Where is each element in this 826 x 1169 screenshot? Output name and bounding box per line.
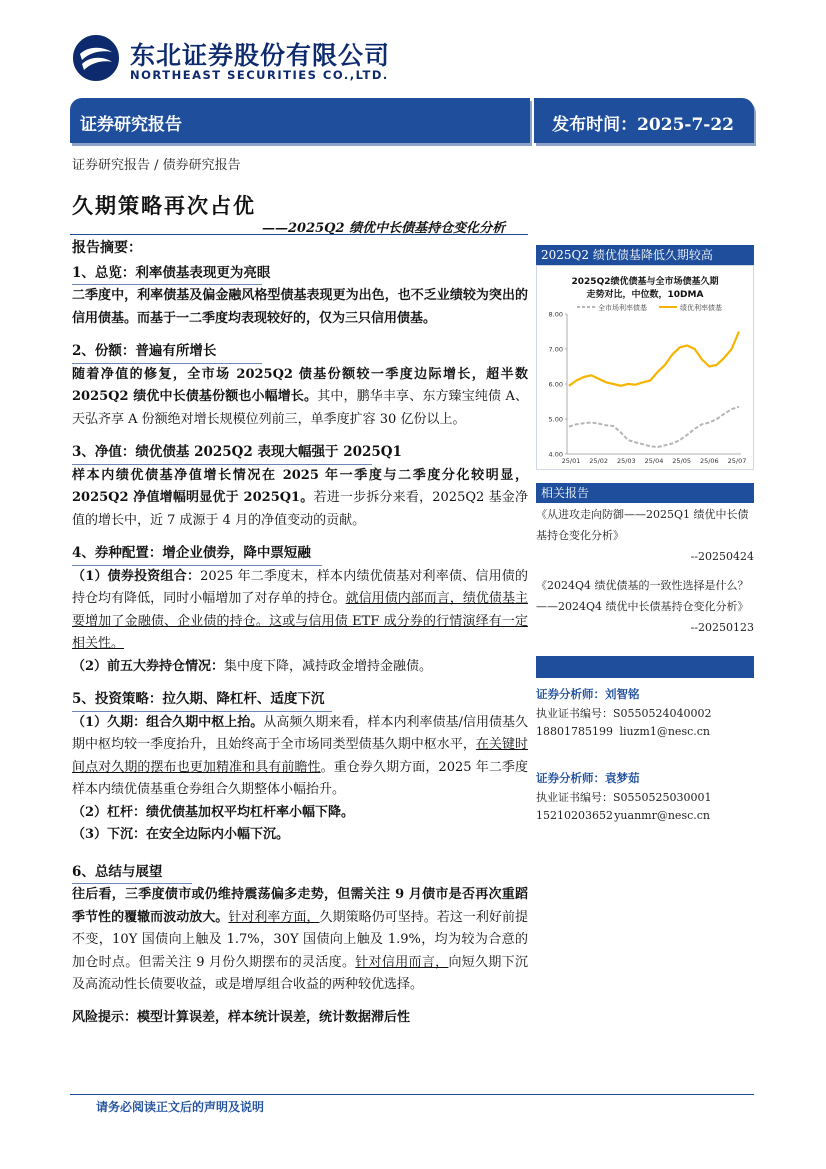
publish-date-label: 发布时间：2025-7-22 — [552, 115, 734, 135]
duration-chart-svg — [537, 266, 753, 469]
section-5-item-1-label: （1）久期：组合久期中枢上抬。 — [72, 714, 264, 730]
section-1-bold: 二季度中，利率债基及偏金融风格型债基表现更为出色，也不乏业绩较为突出的信用债基。而基于一二季度均表现较好的，仅为三只信用债基。 — [72, 288, 528, 326]
section-6-heading: 6、总结与展望 — [72, 861, 192, 885]
section-4-item-2-label: （2）前五大券持仓情况： — [72, 658, 225, 674]
analyst-1-contact — [536, 723, 754, 741]
section-6-text-1: 久期策略仍可坚持。若这一利好前提不变，10Y 国债向上触及 1.7%，30Y 国债向上触及 1.9%，均为较为合意的加仓时点。但需关注 9 月份久期摆布的灵活度。 — [72, 909, 528, 970]
breadcrumb: 证券研究报告 / 债券研究报告 — [72, 158, 241, 173]
section-5-item-1-text-b: 。重仓券久期方面，2025 年二季度样本内绩优债基重仓券组合久期整体小幅抬升。 — [72, 759, 528, 797]
section-6-underlined-1: 针对利率方面， — [228, 909, 320, 925]
section-2-heading: 2、份额：普遍有所增长 — [72, 340, 262, 364]
analyst-2-phone: 15210203652 — [536, 809, 613, 822]
sidebar-divider-bar — [536, 656, 754, 678]
section-2-text — [72, 364, 528, 432]
section-2-bold: 随着净值的修复，全市场 2025Q2 债基份额较一季度边际增长，超半数 2025Q2 绩优中长债基份额也小幅增长。 — [72, 366, 528, 404]
section-4-item-2-text: 集中度下降，减持政金增持金融债。 — [224, 658, 433, 674]
section-3-bold: 样本内绩优债基净值增长情况在 2025 年一季度与二季度分化较明显，2025Q2 净值增幅明显优于 2025Q1。 — [72, 467, 528, 505]
chart-legend-label-2: 绩优利率债基 — [680, 304, 722, 312]
chart-y-tick-label: 5.00 — [548, 415, 563, 424]
section-4-item-1-text: 2025 年二季度末，样本内绩优债基对利率债、信用债的持仓均有降低，同时小幅增加了对存单的持仓。 — [72, 568, 529, 606]
analyst-2-email[interactable]: yuanmr@nesc.cn — [614, 809, 710, 822]
section-4-item-1 — [72, 566, 528, 656]
page-subtitle: ——2025Q2 绩优中长债基持仓变化分析 — [262, 221, 506, 236]
company-logo-icon — [72, 34, 120, 82]
analyst-1-email[interactable]: liuzm1@nesc.cn — [619, 725, 710, 738]
related-reports-list — [536, 504, 754, 638]
chart-x-tick-label: 25/02 — [589, 457, 609, 465]
footer-divider — [70, 1094, 754, 1095]
chart-legend-label-1: 全市场利率债基 — [598, 304, 647, 312]
section-5-item-2: （2）杠杆：绩优债基加权平均杠杆率小幅下降。 — [72, 804, 355, 820]
chart-y-tick-label: 8.00 — [548, 310, 563, 319]
publish-date-banner — [534, 98, 754, 143]
chart-x-tick-label: 25/07 — [727, 457, 747, 465]
page-title: 久期策略再次占优 — [72, 193, 256, 218]
section-3-rest: 若进一步拆分来看，2025Q2 基金净值的增长中，近 7 成源于 4 月的净值变动的贡献。 — [72, 490, 528, 528]
chart-x-tick-label: 25/03 — [616, 457, 636, 465]
section-5-item-1 — [72, 712, 528, 802]
company-name-cn: 东北证券股份有限公司 — [130, 41, 391, 70]
section-3-heading: 3、净值：绩优债基 2025Q2 表现大幅强于 2025Q1 — [72, 441, 372, 465]
chart-x-tick-label: 25/01 — [561, 457, 581, 465]
title-divider — [70, 234, 528, 235]
risk-warning: 风险提示：模型计算误差，样本统计误差，统计数据滞后性 — [72, 1009, 411, 1025]
chart-series-line-1 — [569, 407, 739, 447]
related-report-1-title[interactable]: 《从进攻走向防御——2025Q1 绩优中长债基持仓变化分析》 — [536, 508, 749, 542]
section-5-item-1-text-a: 从高频久期来看，样本内利率债基/信用债基久期中枢均较一季度抬升，且始终高于全市场同类型债基久期中枢水平， — [72, 714, 528, 752]
section-6-text — [72, 884, 528, 997]
analyst-1-name: 证券分析师：刘智铭 — [536, 687, 640, 701]
section-6-underlined-2: 针对信用而言， — [355, 954, 449, 970]
analyst-1-cert: 执业证书编号：S0550524040002 — [536, 707, 712, 720]
chart-series-line-2 — [569, 332, 739, 386]
analyst-2-contact — [536, 807, 754, 825]
report-type-banner — [70, 98, 530, 143]
duration-chart — [536, 265, 754, 470]
related-reports-header: 相关报告 — [536, 483, 754, 503]
company-logo — [72, 32, 391, 84]
footer-disclaimer: 请务必阅读正文后的声明及说明 — [96, 1100, 265, 1114]
section-5-item-3: （3）下沉：在安全边际内小幅下沉。 — [72, 827, 290, 842]
analyst-2 — [536, 769, 754, 825]
section-5-heading: 5、投资策略：拉久期、降杠杆、适度下沉 — [72, 688, 332, 712]
chart-y-tick-label: 7.00 — [548, 345, 563, 354]
related-report-2-date: --20250123 — [690, 621, 754, 634]
chart-x-tick-label: 25/05 — [672, 457, 692, 465]
report-type-label: 证券研究报告 — [80, 115, 182, 135]
section-4-heading: 4、券种配置：增企业债券，降中票短融 — [72, 542, 322, 566]
section-4-item-1-label: （1）债券投资组合： — [72, 568, 201, 584]
analyst-1 — [536, 685, 754, 741]
section-2-rest: 其中，鹏华丰享、东方臻宝纯债 A、天弘齐享 A 份额绝对增长规模位列前三，单季度扩容 30 亿份以上。 — [72, 389, 528, 427]
section-6-bold: 往后看，三季度债市或仍维持震荡偏多走势，但需关注 9 月债市是否再次重蹈季节性的覆辙而波动放大。 — [72, 887, 528, 925]
section-4-item-2 — [72, 656, 528, 679]
chart-title-line-2: 走势对比，中位数，10DMA — [586, 290, 704, 300]
summary-label: 报告摘要： — [72, 240, 142, 256]
company-name-en: NORTHEAST SECURITIES CO.,LTD. — [130, 68, 389, 82]
report-summary — [72, 237, 528, 1029]
section-3-text — [72, 465, 528, 533]
chart-y-tick-label: 4.00 — [548, 450, 563, 459]
section-5-item-1-underlined: 在关键时间点对久期的摆布也更加精准和具有前瞻性 — [72, 737, 528, 775]
analyst-2-cert: 执业证书编号：S0550525030001 — [536, 791, 712, 804]
section-4-item-1-underlined: 就信用债内部而言，绩优债基主要增加了金融债、企业债的持仓。这或与信用债 ETF 成分券的行情演绎有一定相关性。 — [72, 591, 528, 651]
chart-header: 2025Q2 绩优债基降低久期较高 — [536, 245, 754, 265]
section-6-text-2: 向短久期下沉及高流动性长债要收益，或是增厚组合收益的两种较优选择。 — [72, 954, 528, 992]
chart-y-tick-label: 6.00 — [548, 380, 563, 389]
related-report-1-date: --20250424 — [690, 550, 754, 563]
related-report-2-title[interactable]: 《2024Q4 绩优债基的一致性选择是什么？——2024Q4 绩优中长债基持仓变化分析》 — [536, 579, 749, 613]
analyst-1-phone: 18801785199 — [536, 725, 613, 738]
analyst-2-name: 证券分析师：袁梦茹 — [536, 771, 640, 785]
chart-x-tick-label: 25/04 — [644, 457, 664, 465]
chart-x-tick-label: 25/06 — [699, 457, 719, 465]
section-1-text — [72, 285, 528, 330]
chart-title-line-1: 2025Q2绩优债基与全市场债基久期 — [571, 277, 719, 287]
section-1-heading: 1、总览：利率债基表现更为亮眼 — [72, 262, 262, 286]
